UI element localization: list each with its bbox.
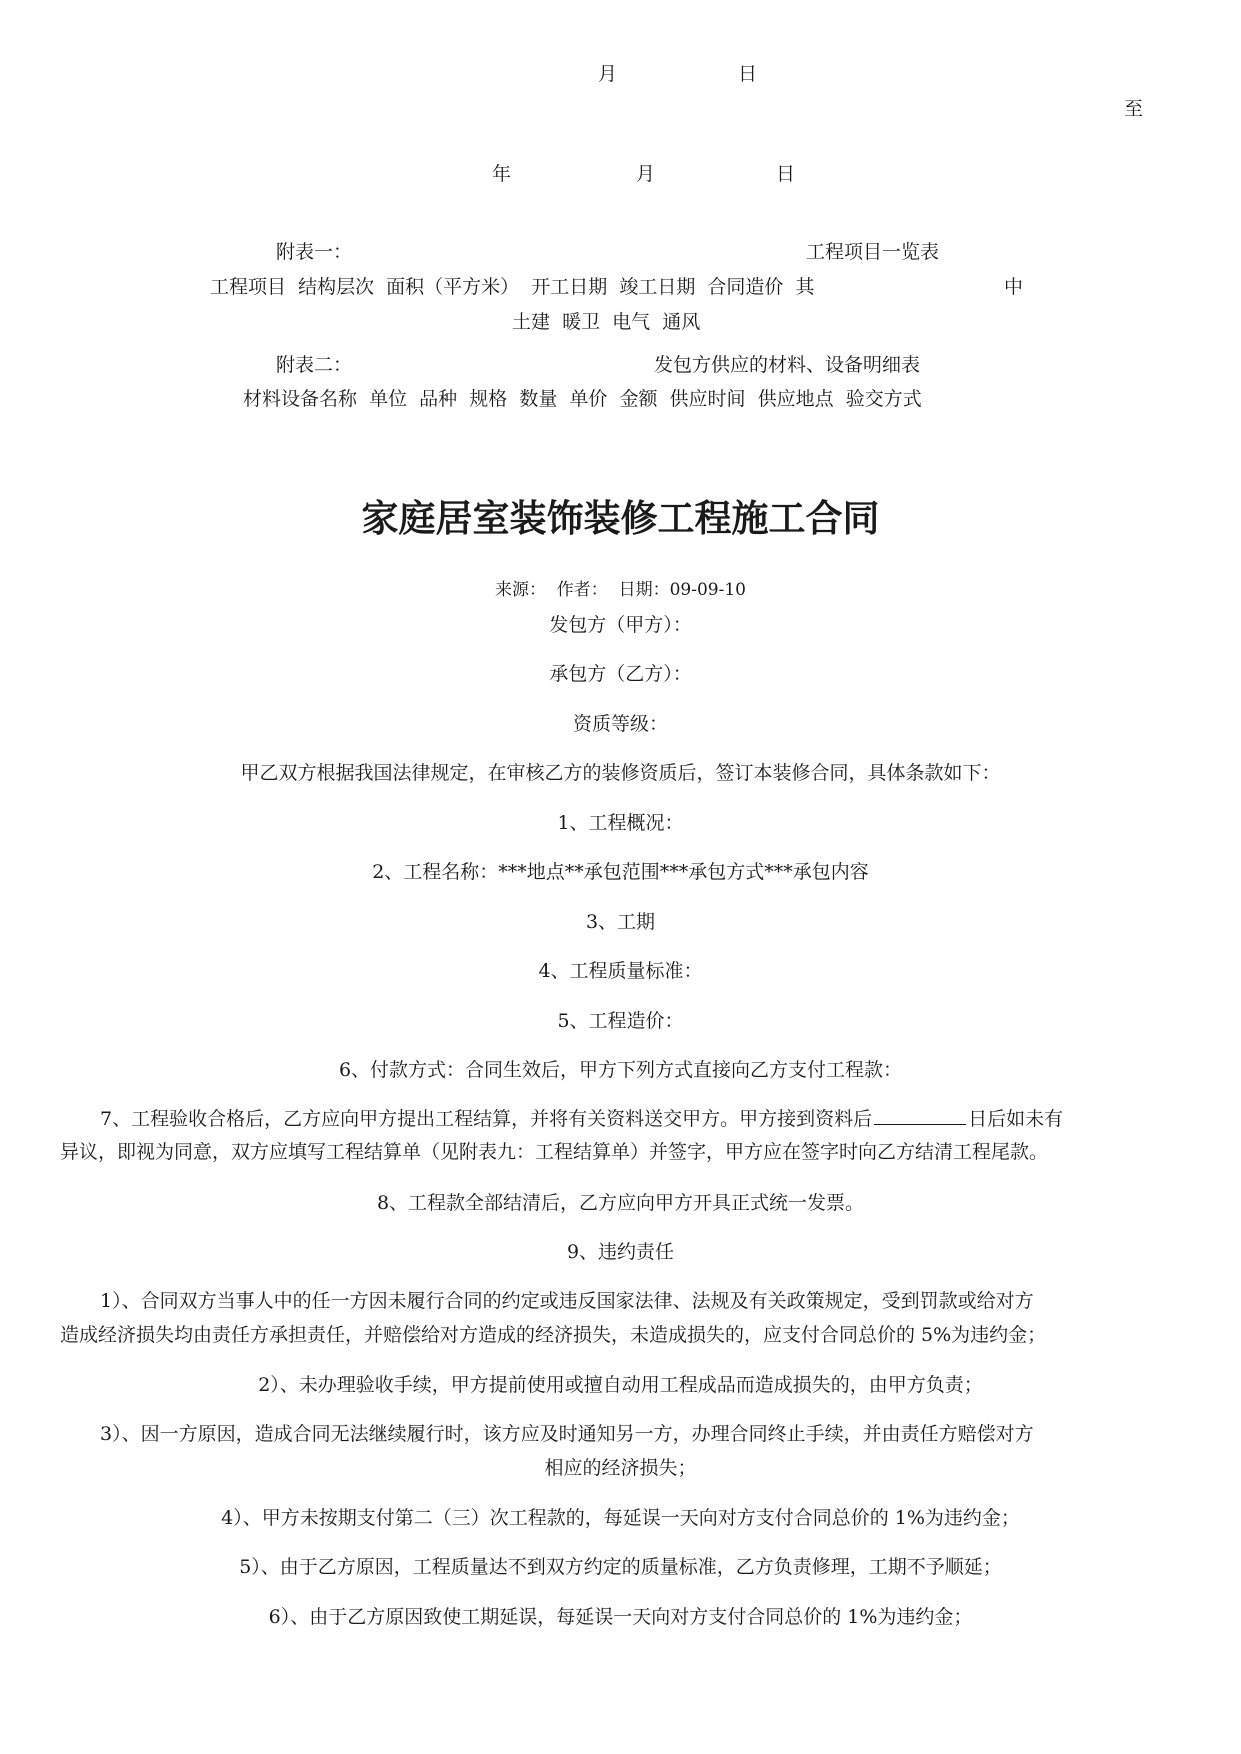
- clause-9: 9、违约责任: [566, 1241, 675, 1263]
- clause-7-part2: 日后如未有: [968, 1108, 1064, 1130]
- liability-6: 6）、由于乙方原因致使工期延误，每延误一天向对方支付合同总价的 1%为违约金；: [268, 1606, 973, 1628]
- year-label-2: 年: [492, 163, 512, 185]
- clause-2: 2、工程名称：***地点**承包范围***承包方式***承包内容: [372, 861, 869, 883]
- clause-5: 5、工程造价：: [557, 1010, 684, 1032]
- clause-3: 3、工期: [585, 911, 656, 933]
- fill-in-blank: [874, 1106, 966, 1125]
- liability-4: 4）、甲方未按期支付第二（三）次工程款的，每延误一天向对方支付合同总价的 1%为违约金；: [221, 1507, 1020, 1529]
- appendix2-headers: 材料设备名称 单位 品种 规格 数量 单价 金额 供应时间 供应地点 验交方式: [243, 388, 922, 410]
- liability-5: 5）、由于乙方原因，工程质量达不到双方约定的质量标准，乙方负责修理，工期不予顺延；: [239, 1556, 1002, 1578]
- liability-1-line2: 造成经济损失均由责任方承担责任，并赔偿给对方造成的经济损失，未造成损失的，应支付合同总价的 5%为违约金；: [60, 1324, 1047, 1346]
- appendix1-title: 工程项目一览表: [806, 241, 940, 263]
- to-label: 至: [1124, 98, 1144, 120]
- clause-7-part1: 7、工程验收合格后，乙方应向甲方提出工程结算，并将有关资料送交甲方。甲方接到资料后: [100, 1108, 873, 1130]
- qualification: 资质等级：: [572, 713, 668, 735]
- liability-2: 2）、未办理验收手续，甲方提前使用或擅自动用工程成品而造成损失的，由甲方负责；: [258, 1374, 983, 1396]
- intro-paragraph: 甲乙双方根据我国法律规定，在审核乙方的装修资质后，签订本装修合同，具体条款如下：: [240, 762, 1001, 784]
- document-meta: 来源： 作者： 日期：09-09-10: [495, 580, 746, 600]
- clause-4: 4、工程质量标准：: [538, 960, 703, 982]
- appendix2-title: 发包方供应的材料、设备明细表: [654, 354, 921, 376]
- appendix1-headers-row1: 工程项目 结构层次 面积（平方米） 开工日期 竣工日期 合同造价 其: [210, 276, 815, 298]
- liability-1-line1: 1）、合同双方当事人中的任一方因未履行合同的约定或违反国家法律、法规及有关政策规定，受到罚款或给对方: [100, 1290, 1034, 1312]
- month-label-2: 月: [636, 163, 656, 185]
- party-b: 承包方（乙方）：: [549, 663, 692, 685]
- day-label-1: 日: [738, 63, 758, 85]
- day-label-2: 日: [776, 163, 796, 185]
- liability-3-line1: 3）、因一方原因，造成合同无法继续履行时，该方应及时通知另一方，办理合同终止手续，并由责任方赔偿对方: [100, 1423, 1034, 1445]
- clause-6: 6、付款方式：合同生效后，甲方下列方式直接向乙方支付工程款：: [338, 1059, 903, 1081]
- clause-1: 1、工程概况：: [557, 812, 684, 834]
- appendix1-headers-row2: 土建 暖卫 电气 通风: [512, 311, 701, 333]
- party-a: 发包方（甲方）：: [549, 614, 692, 636]
- liability-3-line2: 相应的经济损失；: [544, 1457, 697, 1479]
- appendix2-label: 附表二：: [276, 354, 353, 376]
- appendix1-label: 附表一：: [276, 241, 353, 263]
- month-label-1: 月: [598, 63, 618, 85]
- appendix1-headers-row1-tail: 中: [1004, 276, 1024, 298]
- document-title: 家庭居室装饰装修工程施工合同: [361, 497, 880, 540]
- clause-7-line1: [100, 1106, 1063, 1131]
- clause-8: 8、工程款全部结清后，乙方应向甲方开具正式统一发票。: [376, 1192, 865, 1214]
- clause-7-line2: 异议，即视为同意，双方应填写工程结算单（见附表九：工程结算单）并签字，甲方应在签字时向乙方结清工程尾款。: [60, 1141, 1049, 1163]
